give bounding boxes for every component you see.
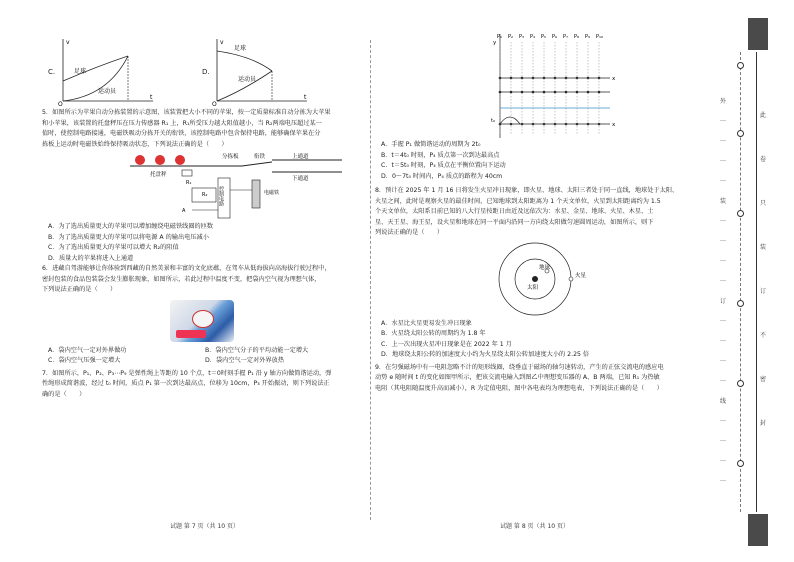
question-9 bbox=[375, 363, 695, 395]
graph-c-xlabel: t bbox=[150, 94, 153, 101]
right-page-footer: 试题 第 8 页（共 10 页） bbox=[500, 523, 569, 530]
sidebar-dotted-line bbox=[740, 52, 741, 512]
label-xiatongdao: 下通道 bbox=[292, 176, 309, 182]
sidebar-outer-char: 线 bbox=[720, 398, 727, 405]
q9-line: 电阻（其电阻随温度升高而减小），R 为定值电阻，图中各电表均为理想电表，下列说法正确的是（ ） bbox=[375, 384, 663, 392]
page-divider bbox=[370, 40, 371, 520]
sidebar-outer-char: … bbox=[720, 136, 726, 143]
q8-options bbox=[375, 319, 695, 361]
q6-option-row bbox=[42, 356, 362, 367]
label-control-circuit: 控制电路 bbox=[218, 186, 224, 206]
graph-d-label1: 足球 bbox=[234, 45, 247, 52]
question-8 bbox=[375, 186, 695, 239]
label-r2: R₂ bbox=[202, 192, 208, 198]
sidebar-outer-char: … bbox=[720, 156, 726, 163]
binding-hole-icon bbox=[737, 130, 744, 137]
q4-graph-options bbox=[42, 30, 362, 108]
q7-options bbox=[375, 140, 695, 182]
graph-d-label2: 运动员 bbox=[238, 76, 257, 83]
label-r1: R₁ bbox=[186, 180, 192, 186]
q5-line: 值时，使控制电路接通，电磁铁吸动分拣开关的衔铁，该控制电路中包含保持电路，能够确保苹果在分 bbox=[42, 130, 321, 137]
graph-d-xlabel: t bbox=[304, 94, 307, 101]
sidebar-outer-char: 装 bbox=[720, 198, 727, 205]
wave-point-label: P₃ bbox=[519, 34, 525, 40]
wave-y-label: y bbox=[493, 40, 497, 46]
label-a: A bbox=[182, 208, 186, 214]
q5-option-b[interactable]: B．为了选出质量更大的苹果可以将电源 A 的输出电压减小 bbox=[48, 233, 209, 241]
q9-line: 动势 e 随时间 t 的变化如图甲所示，把该交流电输入到图乙中理想变压器的 A、B 两端，已知 R₁ 为热敏 bbox=[375, 374, 660, 381]
q6-option-a[interactable]: A．袋内空气一定对外界做功 bbox=[48, 346, 127, 354]
sidebar-inner-char: 只 bbox=[760, 200, 767, 207]
sidebar-top-block bbox=[748, 18, 768, 50]
sidebar-outer-char: … bbox=[720, 116, 726, 123]
sidebar-inner-char: 此 bbox=[760, 112, 767, 119]
q5-line: 5．如图所示为苹果自动分拣装置的示意图，该装置把大小不同的苹果，按一定质量标准自动分拣为大苹果 bbox=[42, 109, 331, 116]
orbit-mars-label: 火星 bbox=[575, 272, 587, 279]
q6-line: 密封包装的食品包装袋会发生膨胀现象，如图所示，若此过程中温度不变，把袋内空气视为理想气体， bbox=[42, 275, 321, 283]
wave-x-label-2: x bbox=[612, 122, 616, 128]
q5-option-d[interactable]: D．质量大的苹果将进入上通道 bbox=[48, 254, 134, 262]
binding-hole-icon bbox=[737, 300, 744, 307]
graph-c-ylabel: v bbox=[66, 39, 70, 46]
q8-option-b[interactable]: B．火星绕太阳公转的周期约为 1.8 年 bbox=[381, 330, 486, 337]
sidebar-inner-char: 卷 bbox=[760, 156, 767, 163]
binding-hole-icon bbox=[737, 62, 744, 69]
wave-point-label: P₉ bbox=[585, 34, 591, 40]
wave-point-label: P₈ bbox=[574, 34, 580, 40]
q5-line: 拣板上运动时电磁铁始终保持吸动状态，下列说法正确的是（ ） bbox=[42, 140, 228, 148]
label-shangtongdao: 上通道 bbox=[292, 154, 309, 160]
sidebar-inner-char: 装 bbox=[760, 244, 767, 251]
swollen-bag-photo bbox=[170, 300, 234, 342]
q5-line: 和小苹果，该装置的托盘秤压在压力传感器 R₁ 上，R₁所受压力越大阻值越小，当 R₂两端电压超过某一 bbox=[42, 119, 322, 127]
graph-c bbox=[58, 36, 158, 106]
q8-line: 火星之间，此时是观察火星的最佳时间，已知地球到太阳距离为 1 个天文单位，火星到太阳距离约为 1.5 bbox=[375, 197, 661, 205]
sidebar-outer-char: … bbox=[720, 456, 726, 463]
sidebar-bottom-block bbox=[748, 514, 768, 546]
sidebar-outer-char: … bbox=[720, 236, 726, 243]
question-5 bbox=[42, 108, 362, 150]
graph-d-origin: O bbox=[212, 101, 217, 106]
q8-option-d[interactable]: D．地球绕太阳公转的加速度大小约为火星绕太阳公转加速度大小的 2.25 倍 bbox=[381, 351, 590, 358]
wave-point-label: P₁₀ bbox=[596, 34, 604, 40]
q5-options bbox=[42, 222, 362, 264]
binding-hole-icon bbox=[737, 380, 744, 387]
q7-option-b[interactable]: B．t＝4t₀ 时刻，P₄ 质点第一次到达最高点 bbox=[381, 151, 500, 159]
wave-x-label: x bbox=[612, 76, 616, 82]
label-dianci: 电磁铁 bbox=[264, 190, 280, 196]
sidebar-outer-char: … bbox=[720, 476, 726, 483]
graph-c-label1: 足球 bbox=[74, 68, 87, 75]
q6-options bbox=[42, 346, 362, 367]
graph-d-ylabel: v bbox=[220, 39, 224, 46]
sidebar-outer-char: … bbox=[720, 416, 726, 423]
q8-line: 列说法正确的是（ ） bbox=[375, 229, 444, 236]
q6-line: 6．进藏自驾游能够让你体验到西藏的自然美景和丰富的文化底蕴，在驾车从低海拔向高海拔行驶过程中， bbox=[42, 265, 331, 272]
sidebar-outer-char: … bbox=[720, 176, 726, 183]
right-page bbox=[375, 30, 695, 394]
orbit-diagram bbox=[375, 239, 695, 319]
q8-line: 星、天王星、海王星，设火星和地球在同一平面内沿同一方向绕太阳做匀速圆周运动，如图所示，则下 bbox=[375, 218, 654, 226]
q9-line: 9．在匀强磁场中有一电阻忽略不计的矩形线圈，绕垂直于磁场的轴匀速转动，产生的正弦交流电的感应电 bbox=[375, 363, 664, 371]
q8-option-c[interactable]: C．上一次出现火星冲日现象是在 2022 年 1 月 bbox=[381, 340, 512, 348]
question-7 bbox=[42, 369, 362, 401]
sidebar-outer-char: … bbox=[720, 316, 726, 323]
q8-line: 个天文单位，太阳系目前已知的八大行星按距日由近及远依次为：水星、金星、地球、火星、木星、土 bbox=[375, 208, 654, 215]
question-6 bbox=[42, 264, 362, 296]
wave-diagram bbox=[375, 30, 695, 140]
sidebar-inner-char: 不 bbox=[760, 332, 767, 339]
label-fenjianban: 分拣板 bbox=[222, 154, 239, 160]
sidebar-outer-char: … bbox=[720, 376, 726, 383]
option-c-label: C. bbox=[48, 68, 56, 76]
q7-option-a[interactable]: A．手握 P₁ 做简谐运动的周期为 2t₀ bbox=[381, 141, 481, 148]
left-page bbox=[42, 30, 362, 400]
wave-point-label: P₄ bbox=[530, 34, 536, 40]
q5-option-a[interactable]: A．为了选出质量更大的苹果可以增加缠绕电磁铁线圈的匝数 bbox=[48, 223, 214, 230]
q7-option-d[interactable]: D．0～7t₀ 时间内，P₄ 质点的路程为 40cm bbox=[381, 172, 503, 180]
graph-c-label2: 运动员 bbox=[98, 88, 117, 95]
graph-c-origin: O bbox=[58, 101, 63, 106]
orbit-sun-label: 太阳 bbox=[527, 284, 539, 291]
q7-line: 7．如图所示，P₁、P₂、P₃⋯P₉ 是弹性绳上等距的 10 个点，t＝0时刻手握 P₁ 沿 y 轴方向做简谐运动，弹 bbox=[42, 369, 332, 377]
q6-option-c[interactable]: C．袋内空气压强一定增大 bbox=[48, 357, 121, 364]
q7-line: 性绳形成简谐波，经过 t₀ 时间，质点 P₁ 第一次到达最高点，位移为 10cm，P₃ 开始振动，则下列说法正 bbox=[42, 380, 330, 387]
wave-point-label: P₁ bbox=[497, 34, 503, 40]
wave-point-label: P₂ bbox=[508, 34, 514, 40]
apples bbox=[135, 155, 185, 165]
binding-hole-icon bbox=[737, 460, 744, 467]
sidebar-outer-char: … bbox=[720, 336, 726, 343]
q6-option-b[interactable]: B．袋内空气分子的平均动能一定增大 bbox=[205, 346, 309, 354]
sidebar-outer-char: … bbox=[720, 356, 726, 363]
binding-hole-icon bbox=[737, 210, 744, 217]
q8-option-a[interactable]: A．水星比火星更易发生冲日现象 bbox=[381, 319, 472, 327]
q6-option-row bbox=[42, 346, 362, 357]
sidebar-outer-char: … bbox=[720, 216, 726, 223]
sidebar-outer-char: … bbox=[720, 256, 726, 263]
wave-point-label: P₆ bbox=[552, 34, 558, 40]
sidebar-inner-char: 订 bbox=[760, 288, 767, 295]
graph-d bbox=[212, 36, 312, 106]
sidebar-outer-char: … bbox=[720, 436, 726, 443]
q5-option-c[interactable]: C．为了选出质量更大的苹果可以增大 R₂的阻值 bbox=[48, 244, 179, 251]
sidebar-line bbox=[756, 52, 757, 512]
q6-option-d[interactable]: D．袋内空气一定对外界放热 bbox=[205, 357, 285, 364]
sidebar-inner-char: 密 bbox=[760, 376, 767, 383]
q7-line: 确的是（ ） bbox=[42, 390, 86, 398]
orbit-earth-label: 地球 bbox=[539, 264, 551, 271]
q7-option-c[interactable]: C．t＝5t₀ 时刻，P₄ 质点在平衡位置向下运动 bbox=[381, 162, 506, 169]
sidebar-outer-char: 订 bbox=[720, 298, 727, 305]
wave-t0-label: t₀ bbox=[491, 118, 495, 124]
label-xiantie: 衔铁 bbox=[254, 154, 266, 160]
wave-point-label: P₅ bbox=[541, 34, 547, 40]
apple-sorter-diagram bbox=[42, 150, 362, 222]
label-tuopancheng: 托盘秤 bbox=[150, 172, 167, 178]
left-page-footer: 试题 第 7 页（共 10 页） bbox=[170, 523, 239, 530]
sidebar-outer-char: 外 bbox=[720, 98, 727, 105]
option-d-label: D. bbox=[202, 68, 210, 76]
sidebar-outer-char: … bbox=[720, 276, 726, 283]
wave-point-label: P₇ bbox=[563, 34, 569, 40]
q6-line: 下列说法正确的是（ ） bbox=[42, 286, 117, 293]
q8-line: 8．预计在 2025 年 1 月 16 日将发生火星冲日现象，即火星、地球、太阳三者处于同一直线，地球处于太阳、 bbox=[375, 187, 679, 194]
sidebar-inner-char: 封 bbox=[760, 420, 767, 427]
